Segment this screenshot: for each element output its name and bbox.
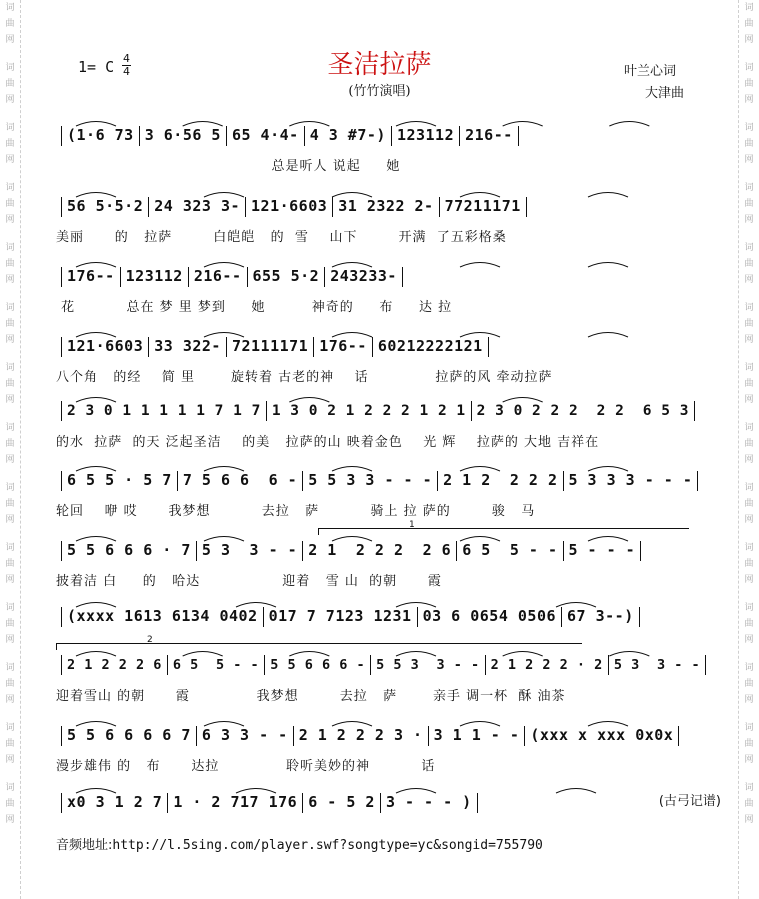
score-line bbox=[56, 606, 721, 662]
volta-number: 1 bbox=[409, 520, 415, 530]
song-title: 圣洁拉萨 bbox=[327, 50, 432, 80]
watermark-char: 曲 bbox=[5, 379, 15, 389]
watermark-char: 词 bbox=[5, 3, 15, 13]
score-line bbox=[56, 336, 721, 392]
watermark-char: 曲 bbox=[5, 259, 15, 269]
measure: 5 5 6 6 6 · 7 bbox=[67, 541, 191, 559]
watermark-char: 网 bbox=[744, 215, 754, 225]
watermark-char: 网 bbox=[5, 275, 15, 285]
barline bbox=[61, 401, 62, 421]
watermark-char: 网 bbox=[5, 515, 15, 525]
barline bbox=[196, 541, 197, 561]
barline bbox=[518, 126, 519, 146]
notation-row bbox=[56, 792, 483, 812]
barline bbox=[196, 726, 197, 746]
barline bbox=[526, 197, 527, 217]
tie-arc bbox=[588, 263, 628, 268]
watermark-group bbox=[744, 424, 754, 472]
watermark-char: 网 bbox=[5, 215, 15, 225]
measure: 6 5 5 · 5 7 bbox=[67, 471, 172, 489]
watermark-char: 网 bbox=[5, 95, 15, 105]
barline bbox=[471, 401, 472, 421]
barline bbox=[697, 471, 698, 491]
measure: 77211171 bbox=[444, 197, 521, 215]
measure: 6 5 5 - - bbox=[172, 657, 260, 673]
barline bbox=[188, 267, 189, 287]
time-numerator: 4 bbox=[123, 52, 130, 65]
watermark-char: 词 bbox=[5, 783, 15, 793]
lyrics-row: 迎着雪山 的朝 霞 我梦想 去拉 萨 亲手 调一杯 酥 油茶 bbox=[56, 689, 566, 704]
barline bbox=[293, 726, 294, 746]
measure: 2 3 0 2 2 2 2 2 6 5 3 bbox=[476, 403, 689, 419]
lyrics-row: 轮回 咿 哎 我梦想 去拉 萨 骑上 拉 萨的 骏 马 bbox=[56, 504, 536, 519]
watermark-group bbox=[744, 184, 754, 232]
watermark-char: 曲 bbox=[5, 559, 15, 569]
watermark-group bbox=[744, 124, 754, 172]
barline bbox=[313, 337, 314, 357]
barline bbox=[139, 126, 140, 146]
tie-arc bbox=[609, 122, 649, 127]
measure: 2 1 2 2 2 6 bbox=[67, 657, 162, 673]
measure: 2 1 2 2 2 · 2 bbox=[490, 657, 603, 673]
watermark-char: 网 bbox=[5, 695, 15, 705]
watermark-group bbox=[744, 784, 754, 832]
watermark-char: 曲 bbox=[744, 259, 754, 269]
watermark-char: 词 bbox=[5, 543, 15, 553]
watermark-char: 词 bbox=[744, 243, 754, 253]
watermark-char: 词 bbox=[744, 183, 754, 193]
measure: 1 · 2 717 176 bbox=[173, 793, 298, 811]
barline bbox=[61, 267, 62, 287]
lyrics-row: 披着洁 白 的 哈达 迎着 雪 山 的朝 霞 bbox=[56, 574, 442, 589]
measure: (xxxx 1613 6134 0402 bbox=[67, 607, 258, 625]
barline bbox=[370, 655, 371, 675]
barline bbox=[304, 126, 305, 146]
measure: 60212222121 bbox=[377, 337, 483, 355]
key-signature: 1= C bbox=[78, 58, 115, 76]
watermark-group bbox=[744, 544, 754, 592]
watermark-char: 网 bbox=[5, 815, 15, 825]
watermark-group bbox=[5, 364, 15, 412]
lyrics-row: 八个角 的经 简 里 旋转着 古老的神 话 拉萨的风 牵动拉萨 bbox=[56, 370, 553, 385]
watermark-group bbox=[744, 484, 754, 532]
measure: 5 5 6 6 6 6 7 bbox=[67, 726, 191, 744]
watermark-char: 网 bbox=[5, 395, 15, 405]
watermark-char: 网 bbox=[744, 455, 754, 465]
measure: 216-- bbox=[465, 126, 513, 144]
score-line bbox=[56, 520, 721, 596]
notation-row bbox=[56, 266, 408, 286]
barline bbox=[561, 607, 562, 627]
watermark-char: 曲 bbox=[5, 739, 15, 749]
notation-row bbox=[56, 336, 494, 356]
barline bbox=[61, 793, 62, 813]
lyrics-row: 花 总在 梦 里 梦到 她 神奇的 布 达 拉 bbox=[56, 300, 453, 315]
watermark-char: 曲 bbox=[5, 439, 15, 449]
measure: 1 3 0 2 1 2 2 2 1 2 1 bbox=[271, 403, 466, 419]
score-line bbox=[56, 266, 721, 322]
watermark-char: 网 bbox=[744, 335, 754, 345]
watermark-char: 曲 bbox=[5, 139, 15, 149]
barline bbox=[61, 541, 62, 561]
barline bbox=[247, 267, 248, 287]
measure: 3 - - - ) bbox=[385, 793, 472, 811]
barline bbox=[524, 726, 525, 746]
barline bbox=[263, 607, 264, 627]
audio-url[interactable]: http://l.5sing.com/player.swf?songtype=yc&songid=755790 bbox=[112, 838, 543, 853]
watermark-group bbox=[5, 304, 15, 352]
watermark-char: 曲 bbox=[744, 799, 754, 809]
watermark-char: 网 bbox=[5, 155, 15, 165]
watermark-group bbox=[5, 484, 15, 532]
barline bbox=[266, 401, 267, 421]
notation-row bbox=[56, 725, 684, 745]
tie-arc bbox=[460, 263, 500, 268]
barline bbox=[694, 401, 695, 421]
watermark-char: 曲 bbox=[744, 199, 754, 209]
watermark-char: 网 bbox=[744, 815, 754, 825]
barline bbox=[302, 471, 303, 491]
transcriber-note: (古弓记谱) bbox=[658, 794, 721, 809]
watermark-char: 词 bbox=[744, 3, 754, 13]
watermark-char: 网 bbox=[5, 575, 15, 585]
watermark-char: 词 bbox=[744, 483, 754, 493]
barline bbox=[61, 471, 62, 491]
score-line bbox=[56, 196, 721, 252]
barline bbox=[488, 337, 489, 357]
barline bbox=[456, 541, 457, 561]
barline bbox=[372, 337, 373, 357]
watermark-char: 曲 bbox=[5, 199, 15, 209]
watermark-char: 词 bbox=[744, 663, 754, 673]
watermark-char: 曲 bbox=[744, 679, 754, 689]
watermark-char: 网 bbox=[744, 695, 754, 705]
barline bbox=[302, 541, 303, 561]
notation-row bbox=[56, 470, 703, 490]
barline bbox=[148, 197, 149, 217]
barline bbox=[437, 471, 438, 491]
watermark-char: 曲 bbox=[5, 319, 15, 329]
watermark-char: 词 bbox=[5, 183, 15, 193]
audio-label: 音频地址: bbox=[56, 838, 113, 853]
watermark-group bbox=[744, 724, 754, 772]
barline bbox=[61, 726, 62, 746]
measure: 6 - 5 2 bbox=[308, 793, 375, 811]
watermark-char: 词 bbox=[744, 543, 754, 553]
watermark-char: 曲 bbox=[744, 619, 754, 629]
measure: 6 3 3 - - bbox=[201, 726, 288, 744]
measure: 5 3 3 3 - - - bbox=[568, 471, 693, 489]
watermark-group bbox=[5, 124, 15, 172]
watermark-char: 词 bbox=[5, 663, 15, 673]
score-line bbox=[56, 125, 721, 181]
watermark-char: 词 bbox=[744, 423, 754, 433]
watermark-char: 网 bbox=[744, 635, 754, 645]
measure: 243233- bbox=[330, 267, 397, 285]
measure: 3 6·56 5 bbox=[144, 126, 221, 144]
barline bbox=[226, 126, 227, 146]
barline bbox=[167, 793, 168, 813]
watermark-char: 词 bbox=[5, 423, 15, 433]
watermark-char: 词 bbox=[5, 303, 15, 313]
watermark-char: 网 bbox=[744, 155, 754, 165]
measure: 3 1 1 - - bbox=[433, 726, 520, 744]
watermark-char: 网 bbox=[744, 755, 754, 765]
watermark-char: 曲 bbox=[744, 319, 754, 329]
barline bbox=[61, 337, 62, 357]
lyricist-credit: 叶兰心词 bbox=[624, 64, 677, 79]
measure: 655 5·2 bbox=[252, 267, 320, 285]
barline bbox=[61, 197, 62, 217]
watermark-group bbox=[5, 664, 15, 712]
notation-row bbox=[56, 196, 532, 216]
watermark-group bbox=[5, 724, 15, 772]
watermark-char: 网 bbox=[744, 95, 754, 105]
barline bbox=[563, 471, 564, 491]
volta-number: 2 bbox=[147, 635, 153, 645]
barline bbox=[639, 607, 640, 627]
barline bbox=[302, 793, 303, 813]
watermark-group bbox=[5, 424, 15, 472]
barline bbox=[678, 726, 679, 746]
volta-bracket bbox=[318, 520, 689, 535]
watermark-char: 曲 bbox=[5, 19, 15, 29]
watermark-char: 曲 bbox=[5, 499, 15, 509]
lyrics-row: 美丽 的 拉萨 白皑皑 的 雪 山下 开满 了五彩格桑 bbox=[56, 230, 507, 245]
measure: 2 1 2 2 2 2 6 bbox=[308, 541, 452, 559]
measure: 5 3 3 - - bbox=[201, 541, 298, 559]
watermark-char: 词 bbox=[5, 483, 15, 493]
measure: 56 5·5·2 bbox=[67, 197, 144, 215]
barline bbox=[640, 541, 641, 561]
watermark-char: 曲 bbox=[744, 79, 754, 89]
watermark-char: 网 bbox=[5, 755, 15, 765]
measure: (xxx x xxx 0x0x bbox=[530, 726, 674, 744]
watermark-char: 词 bbox=[744, 723, 754, 733]
watermark-char: 词 bbox=[5, 123, 15, 133]
barline bbox=[417, 607, 418, 627]
measure: 03 6 0654 0506 bbox=[422, 607, 557, 625]
volta-bracket bbox=[56, 635, 582, 650]
measure: 216-- bbox=[193, 267, 242, 285]
barline bbox=[485, 655, 486, 675]
barline bbox=[324, 267, 325, 287]
barline bbox=[380, 793, 381, 813]
measure: 123112 bbox=[125, 267, 183, 285]
measure: 121·6603 bbox=[67, 337, 144, 355]
measure: 121·6603 bbox=[251, 197, 328, 215]
measure: 123112 bbox=[396, 126, 455, 144]
measure: 5 3 3 - - bbox=[613, 657, 701, 673]
barline bbox=[177, 471, 178, 491]
watermark-char: 网 bbox=[5, 635, 15, 645]
score-line bbox=[56, 725, 721, 781]
measure: 2 1 2 2 2 3 · bbox=[298, 726, 423, 744]
watermark-char: 曲 bbox=[744, 739, 754, 749]
tie-arc bbox=[588, 193, 628, 198]
right-watermark-strip bbox=[738, 0, 759, 899]
measure: 67 3--) bbox=[567, 607, 634, 625]
watermark-char: 词 bbox=[744, 783, 754, 793]
measure: 7 5 6 6 6 - bbox=[182, 471, 298, 489]
notation-row bbox=[56, 655, 711, 675]
measure: 176-- bbox=[319, 337, 367, 355]
watermark-char: 词 bbox=[744, 603, 754, 613]
barline bbox=[61, 655, 62, 675]
watermark-char: 曲 bbox=[744, 559, 754, 569]
measure: 4 3 #7-) bbox=[309, 126, 386, 144]
watermark-char: 曲 bbox=[744, 439, 754, 449]
watermark-char: 曲 bbox=[744, 379, 754, 389]
barline bbox=[264, 655, 265, 675]
watermark-char: 曲 bbox=[744, 19, 754, 29]
watermark-group bbox=[5, 244, 15, 292]
barline bbox=[428, 726, 429, 746]
watermark-char: 曲 bbox=[5, 679, 15, 689]
watermark-char: 网 bbox=[744, 395, 754, 405]
measure: 31 2322 2- bbox=[338, 197, 434, 215]
barline bbox=[439, 197, 440, 217]
watermark-char: 曲 bbox=[744, 499, 754, 509]
measure: 5 5 6 6 6 - bbox=[270, 657, 366, 673]
watermark-char: 词 bbox=[744, 123, 754, 133]
measure: 6 5 5 - - bbox=[462, 541, 558, 559]
watermark-char: 曲 bbox=[744, 139, 754, 149]
time-denominator: 4 bbox=[123, 65, 130, 78]
barline bbox=[459, 126, 460, 146]
barline bbox=[226, 337, 227, 357]
score-line bbox=[56, 470, 721, 526]
barline bbox=[705, 655, 706, 675]
measure: 5 5 3 3 - - - bbox=[308, 471, 433, 489]
notation-row bbox=[56, 606, 645, 626]
watermark-char: 词 bbox=[744, 63, 754, 73]
measure: 017 7 7123 1231 bbox=[268, 607, 412, 625]
barline bbox=[167, 655, 168, 675]
watermark-char: 词 bbox=[5, 363, 15, 373]
score-line bbox=[56, 401, 721, 457]
watermark-group bbox=[5, 784, 15, 832]
watermark-char: 词 bbox=[5, 63, 15, 73]
watermark-group bbox=[744, 664, 754, 712]
singer-credit: (竹竹演唱) bbox=[348, 84, 411, 99]
measure: 5 - - - bbox=[568, 541, 636, 559]
measure: 65 4·4- bbox=[231, 126, 299, 144]
watermark-char: 网 bbox=[744, 575, 754, 585]
watermark-group bbox=[5, 544, 15, 592]
watermark-group bbox=[744, 304, 754, 352]
barline bbox=[245, 197, 246, 217]
watermark-group bbox=[5, 604, 15, 652]
watermark-char: 词 bbox=[5, 243, 15, 253]
barline bbox=[120, 267, 121, 287]
measure: (1·6 73 bbox=[67, 126, 134, 144]
watermark-group bbox=[744, 244, 754, 292]
tie-arc bbox=[588, 333, 628, 338]
lyrics-row: 总是听人 说起 她 bbox=[56, 159, 401, 174]
barline bbox=[402, 267, 403, 287]
watermark-char: 曲 bbox=[5, 79, 15, 89]
measure: 5 5 3 3 - - bbox=[376, 657, 480, 673]
watermark-char: 网 bbox=[5, 35, 15, 45]
measure: 24 323 3- bbox=[154, 197, 241, 215]
audio-address bbox=[56, 834, 543, 853]
barline bbox=[477, 793, 478, 813]
watermark-char: 网 bbox=[5, 455, 15, 465]
watermark-char: 网 bbox=[744, 35, 754, 45]
barline bbox=[61, 126, 62, 146]
measure: 176-- bbox=[67, 267, 115, 285]
score-line bbox=[56, 635, 721, 711]
measure: 2 1 2 2 2 2 bbox=[443, 471, 558, 489]
notation-row bbox=[56, 401, 700, 421]
barline bbox=[332, 197, 333, 217]
notation-row bbox=[56, 540, 646, 560]
notation-row bbox=[56, 125, 524, 145]
watermark-group bbox=[744, 364, 754, 412]
watermark-group bbox=[744, 604, 754, 652]
measure: 72111171 bbox=[231, 337, 309, 355]
barline bbox=[61, 607, 62, 627]
watermark-char: 词 bbox=[5, 723, 15, 733]
barline bbox=[608, 655, 609, 675]
lyrics-row: 的水 拉萨 的天 泛起圣洁 的美 拉萨的山 映着金色 光 辉 拉萨的 大地 吉祥在 bbox=[56, 435, 600, 450]
watermark-char: 网 bbox=[5, 335, 15, 345]
watermark-char: 曲 bbox=[5, 619, 15, 629]
watermark-char: 网 bbox=[744, 275, 754, 285]
measure: x0 3 1 2 7 bbox=[67, 793, 163, 811]
tie-arc bbox=[556, 789, 596, 794]
watermark-group bbox=[5, 184, 15, 232]
watermark-char: 词 bbox=[5, 603, 15, 613]
lyrics-row: 漫步雄伟 的 布 达拉 聆听美妙的神 话 bbox=[56, 759, 436, 774]
left-watermark-strip bbox=[0, 0, 21, 899]
measure: 2 3 0 1 1 1 1 1 7 1 7 bbox=[67, 403, 261, 419]
watermark-char: 曲 bbox=[5, 799, 15, 809]
barline bbox=[148, 337, 149, 357]
watermark-char: 词 bbox=[744, 363, 754, 373]
measure: 33 322- bbox=[154, 337, 221, 355]
watermark-char: 网 bbox=[744, 515, 754, 525]
composer-credit: 大津曲 bbox=[645, 86, 685, 101]
watermark-char: 词 bbox=[744, 303, 754, 313]
barline bbox=[391, 126, 392, 146]
barline bbox=[563, 541, 564, 561]
